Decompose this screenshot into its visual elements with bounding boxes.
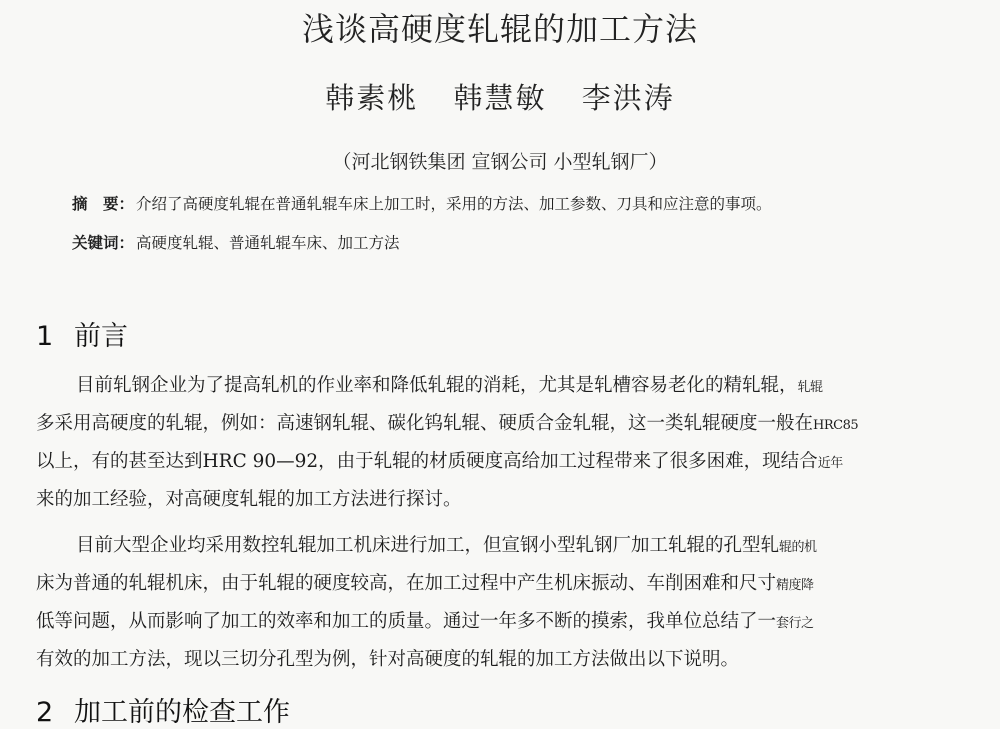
author-list	[0, 76, 1000, 117]
abstract-text: 介绍了高硬度轧辊在普通轧辊车床上加工时，采用的方法、加工参数、刀具和应注意的事项。	[136, 195, 772, 213]
section-title: 前言	[74, 321, 128, 352]
line-tail-text: 套行之	[776, 616, 814, 631]
paragraph-line	[36, 481, 976, 519]
keywords-text: 高硬度轧辊、普通轧辊车床、加工方法	[136, 234, 400, 252]
author-name: 韩素桃	[325, 81, 419, 115]
body-paragraph	[36, 367, 976, 519]
line-text: 目前大型企业均采用数控轧辊加工机床进行加工，但宣钢小型轧钢厂加工轧辊的孔型轧	[76, 535, 780, 556]
paragraph-line	[36, 603, 976, 641]
section-number: 1	[36, 321, 54, 352]
section-title: 加工前的检查工作	[74, 697, 290, 728]
paper-title: 浅谈高硬度轧辊的加工方法	[301, 10, 698, 48]
section-heading	[36, 314, 128, 353]
section-heading	[36, 690, 290, 729]
line-text: 多采用高硬度的轧辊，例如：高速钢轧辊、碳化钨轧辊、硬质合金轧辊，这一类轧辊硬度一般在	[36, 413, 814, 434]
line-tail-text: 辊的机	[779, 540, 817, 555]
line-text: 来的加工经验，对高硬度轧辊的加工方法进行探讨。	[36, 489, 462, 510]
author-name: 李洪涛	[581, 81, 675, 115]
paragraph-line	[36, 641, 976, 679]
body-paragraph	[36, 527, 976, 679]
author-affiliation: （河北钢铁集团 宣钢公司 小型轧钢厂）	[332, 151, 668, 173]
keywords-label: 关键词：	[72, 233, 135, 252]
author-name: 韩慧敏	[453, 81, 547, 115]
line-tail-text: 轧辊	[797, 380, 823, 395]
line-tail-text: 精度降	[776, 578, 814, 593]
line-text: 以上，有的甚至达到HRC 90—92，由于轧辊的材质硬度高给加工过程带来了很多困难，现结合	[36, 451, 818, 472]
paragraph-line	[36, 443, 976, 481]
line-text: 低等问题，从而影响了加工的效率和加工的质量。通过一年多不断的摸索，我单位总结了一	[36, 611, 777, 632]
line-text: 目前轧钢企业为了提高轧机的作业率和降低轧辊的消耗，尤其是轧槽容易老化的精轧辊，	[76, 375, 798, 396]
paragraph-line	[36, 405, 976, 443]
line-text: 床为普通的轧辊机床，由于轧辊的硬度较高，在加工过程中产生机床振动、车削困难和尺寸	[36, 573, 777, 594]
paragraph-line	[36, 367, 976, 405]
line-text: 有效的加工方法，现以三切分孔型为例，针对高硬度的轧辊的加工方法做出以下说明。	[36, 649, 740, 670]
line-tail-text: 近年	[817, 456, 843, 471]
abstract-label: 摘 要：	[72, 194, 135, 213]
line-tail-text: HRC85	[813, 418, 859, 433]
paragraph-line	[36, 527, 976, 565]
keywords	[72, 233, 972, 253]
paragraph-line	[36, 565, 976, 603]
abstract	[72, 194, 972, 214]
section-number: 2	[36, 697, 54, 728]
